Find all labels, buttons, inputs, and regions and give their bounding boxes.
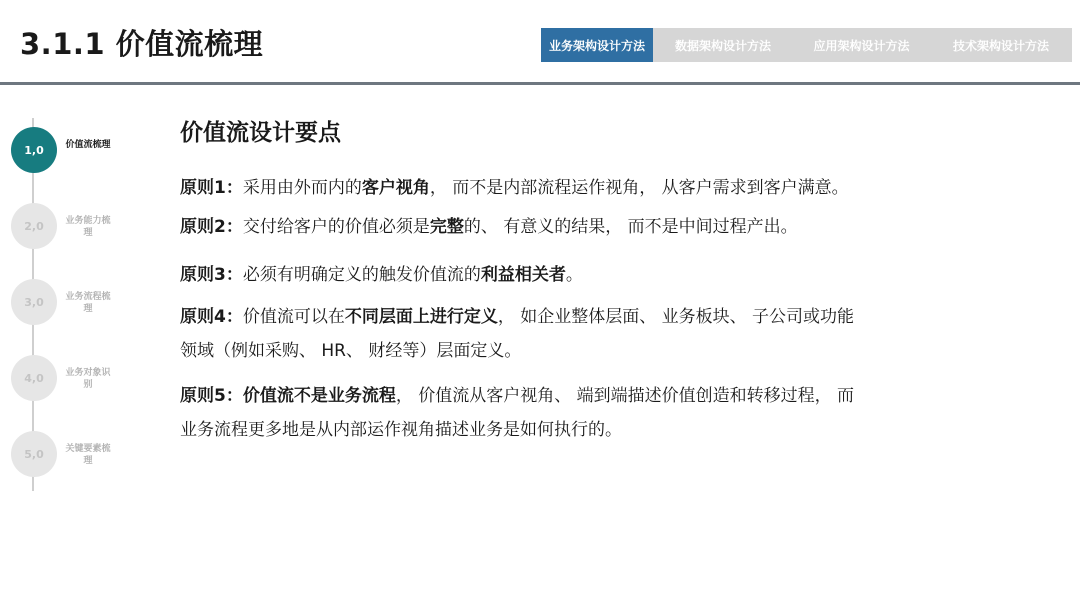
principle-emphasis: 价值流不是业务流程 (242, 386, 396, 406)
principle-emphasis: 客户视角 (361, 178, 430, 198)
tab-business-architecture[interactable]: 业务架构设计方法 (541, 28, 653, 62)
section-heading: 价值流设计要点 (180, 120, 341, 146)
principle-emphasis: 完整 (429, 217, 464, 237)
principle-1 (180, 171, 849, 205)
principle-2-key: 原则2： (180, 217, 243, 237)
principle-2 (180, 210, 798, 244)
principle-text: 的、 有意义的结果， 而不是中间过程产出。 (463, 217, 798, 237)
principle-5-line-1 (180, 379, 854, 413)
principle-text: 业务流程更多地是从内部运作视角描述业务是如何执行的。 (180, 420, 622, 440)
principle-4-line-2 (180, 334, 854, 368)
principle-5-line-2 (180, 413, 854, 447)
principle-1-key: 原则1： (180, 178, 243, 198)
timeline-step-2[interactable]: 2,0 (11, 203, 57, 249)
principle-3 (180, 258, 583, 292)
principle-4-line-1 (180, 300, 854, 334)
principle-5-key: 原则5： (180, 386, 243, 406)
tab-data-architecture[interactable]: 数据架构设计方法 (674, 38, 771, 53)
timeline-step-3-label: 业务流程梳理 (65, 292, 111, 314)
principle-5 (180, 379, 854, 447)
header-divider (0, 82, 1080, 85)
timeline-step-5[interactable]: 5,0 (11, 431, 57, 477)
principle-text: ， 而不是内部流程运作视角， 从客户需求到客户满意。 (429, 178, 849, 198)
timeline-step-1-label: 价值流梳理 (65, 140, 111, 150)
principle-emphasis: 利益相关者 (480, 265, 566, 285)
principle-text: 价值流可以在 (242, 307, 345, 327)
timeline-step-4-label: 业务对象识别 (65, 368, 111, 390)
timeline-step-2-label: 业务能力梳理 (65, 216, 111, 238)
principle-text: 。 (565, 265, 583, 285)
principle-text: 必须有明确定义的触发价值流的 (242, 265, 481, 285)
timeline-step-3[interactable]: 3,0 (11, 279, 57, 325)
principle-text: 交付给客户的价值必须是 (242, 217, 430, 237)
principle-text: 采用由外而内的 (242, 178, 362, 198)
tab-application-architecture[interactable]: 应用架构设计方法 (813, 38, 910, 53)
principle-3-key: 原则3： (180, 265, 243, 285)
principle-4-key: 原则4： (180, 307, 243, 327)
principle-text: ， 价值流从客户视角、 端到端描述价值创造和转移过程， 而 (395, 386, 855, 406)
page-title: 3.1.1 价值流梳理 (20, 27, 264, 61)
principle-text: ， 如企业整体层面、 业务板块、 子公司或功能 (497, 307, 855, 327)
timeline-step-5-label: 关键要素梳理 (65, 444, 111, 466)
principle-4 (180, 300, 854, 368)
timeline-step-1[interactable]: 1,0 (11, 127, 57, 173)
tab-technology-architecture[interactable]: 技术架构设计方法 (952, 38, 1049, 53)
method-tabs (541, 28, 1072, 62)
timeline-step-4[interactable]: 4,0 (11, 355, 57, 401)
principle-text: 领域（例如采购、 HR、 财经等）层面定义。 (180, 341, 522, 361)
principle-emphasis: 不同层面上进行定义 (344, 307, 498, 327)
